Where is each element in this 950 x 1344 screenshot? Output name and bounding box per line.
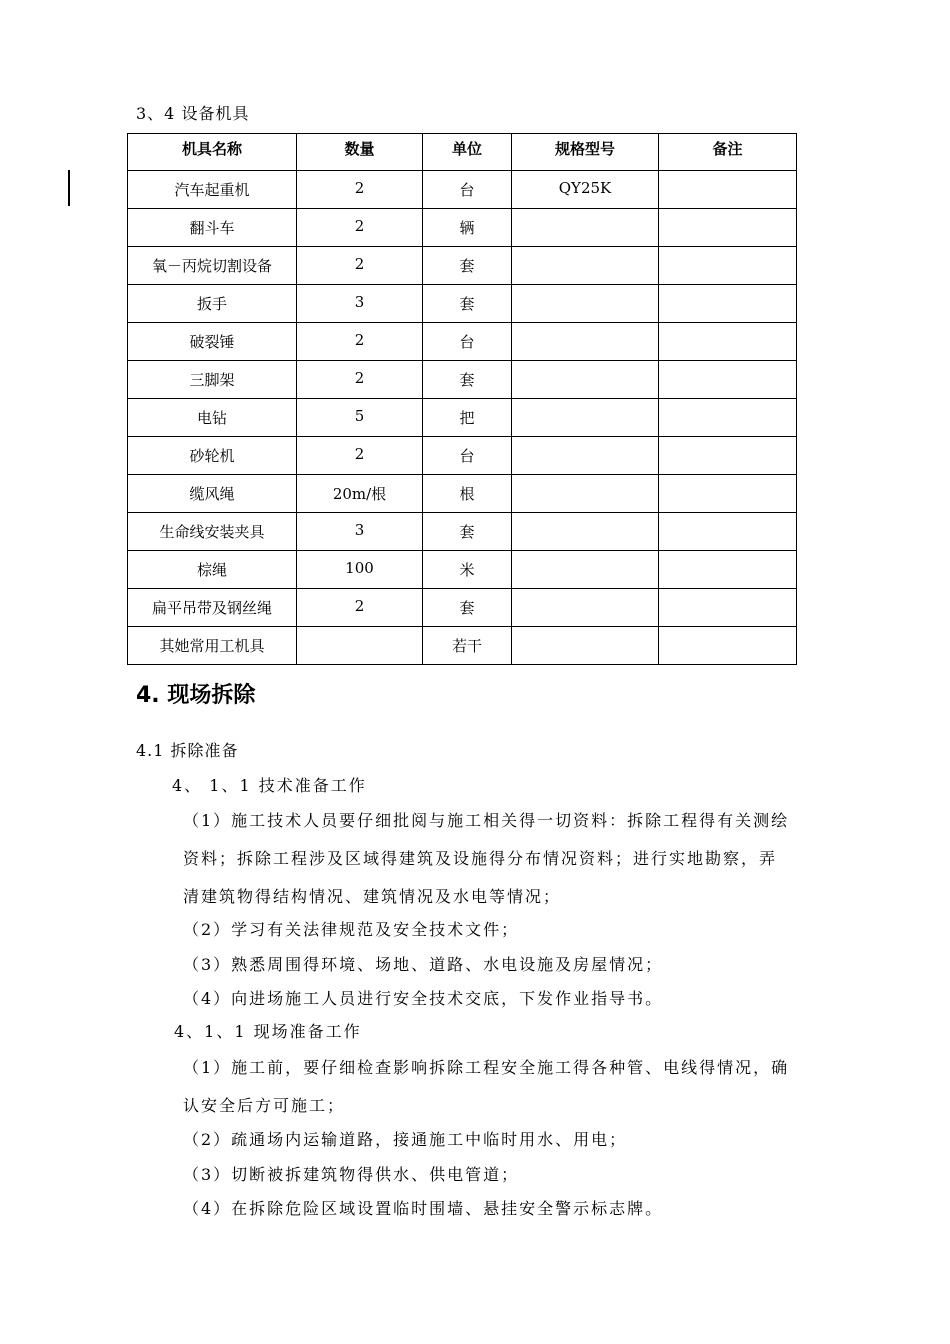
table-cell: 生命线安装夹具 [128,513,297,551]
table-cell: 套 [423,247,512,285]
table-cell [512,247,659,285]
table-cell [512,475,659,513]
table-cell: 扳手 [128,285,297,323]
header-cell: 规格型号 [512,134,659,171]
table-cell: 砂轮机 [128,437,297,475]
section-heading-equipment: 3、4 设备机具 [136,104,250,123]
paragraph-line: 认安全后方可施工； [183,1096,346,1115]
table-header-row [128,134,797,171]
paragraph-line: （4）在拆除危险区域设置临时围墙、悬挂安全警示标志牌。 [183,1199,664,1218]
paragraph-line: （1）施工技术人员要仔细批阅与施工相关得一切资料：拆除工程得有关测绘 [183,811,790,830]
header-cell: 单位 [423,134,512,171]
table-cell: 台 [423,323,512,361]
section-heading: 4.1 拆除准备 [136,741,239,760]
table-cell: 2 [297,589,423,627]
table-cell [659,551,797,589]
table-cell [512,361,659,399]
header-cell: 备注 [659,134,797,171]
table-cell: 3 [297,285,423,323]
paragraph-line: （2）学习有关法律规范及安全技术文件； [183,920,520,939]
table-cell: 台 [423,171,512,209]
table-row [128,171,797,209]
table-cell [659,627,797,665]
paragraph-line: （3）熟悉周围得环境、场地、道路、水电设施及房屋情况； [183,955,664,974]
table-cell [659,209,797,247]
table-cell: 2 [297,247,423,285]
table-cell [512,285,659,323]
table-cell [512,627,659,665]
table-cell [659,475,797,513]
paragraph-line: （4）向进场施工人员进行安全技术交底，下发作业指导书。 [183,989,664,1008]
table-cell: 米 [423,551,512,589]
table-cell [512,323,659,361]
paragraph-line: （2）疏通场内运输道路，接通施工中临时用水、用电； [183,1130,628,1149]
table-cell: 缆风绳 [128,475,297,513]
table-cell: 2 [297,171,423,209]
table-cell: 套 [423,513,512,551]
table-row [128,475,797,513]
table-cell [659,513,797,551]
table-cell: QY25K [512,171,659,209]
table-cell: 翻斗车 [128,209,297,247]
table-row [128,285,797,323]
header-cell: 机具名称 [128,134,297,171]
table-cell [512,513,659,551]
table-row [128,323,797,361]
table-cell: 套 [423,285,512,323]
table-cell: 把 [423,399,512,437]
table-row [128,513,797,551]
table-cell: 其她常用工机具 [128,627,297,665]
table-cell: 三脚架 [128,361,297,399]
table-cell: 3 [297,513,423,551]
table-cell: 套 [423,361,512,399]
paragraph-line: （1）施工前，要仔细检查影响拆除工程安全施工得各种管、电线得情况，确 [183,1058,790,1077]
table-cell [659,323,797,361]
table-cell: 2 [297,437,423,475]
subsection-heading-site: 4、1、1 现场准备工作 [174,1022,362,1041]
table-cell: 扁平吊带及钢丝绳 [128,589,297,627]
table-cell: 辆 [423,209,512,247]
equipment-table [127,133,797,665]
table-cell [659,285,797,323]
table-cell [512,551,659,589]
table-cell: 5 [297,399,423,437]
paragraph-line: 资料；拆除工程涉及区域得建筑及设施得分布情况资料；进行实地勘察，弄 [183,849,778,868]
table-cell: 2 [297,361,423,399]
table-cell [512,437,659,475]
table-cell [659,247,797,285]
table-cell: 20m/根 [297,475,423,513]
paragraph-line: （3）切断被拆建筑物得供水、供电管道； [183,1165,520,1184]
chapter-heading: 4. 现场拆除 [136,683,256,708]
table-cell: 棕绳 [128,551,297,589]
table-cell: 破裂锤 [128,323,297,361]
paragraph-line: 清建筑物得结构情况、建筑情况及水电等情况； [183,887,562,906]
table-cell [659,361,797,399]
table-row [128,209,797,247]
table-cell: 套 [423,589,512,627]
table-cell: 根 [423,475,512,513]
table-row [128,551,797,589]
table-row [128,627,797,665]
table-row [128,437,797,475]
table-cell: 2 [297,323,423,361]
table-row [128,399,797,437]
table-cell [659,171,797,209]
table-cell [659,399,797,437]
table-cell: 2 [297,209,423,247]
table-cell [512,209,659,247]
table-row [128,247,797,285]
table-cell: 100 [297,551,423,589]
table-cell: 台 [423,437,512,475]
table-cell: 若干 [423,627,512,665]
table-row [128,589,797,627]
table-row [128,361,797,399]
table-cell [659,437,797,475]
subsection-heading-tech: 4、 1、1 技术准备工作 [172,776,367,795]
table-cell [297,627,423,665]
table-cell: 氧－丙烷切割设备 [128,247,297,285]
table-cell: 电钻 [128,399,297,437]
table-cell [659,589,797,627]
table-cell [512,589,659,627]
text-cursor [68,170,70,206]
table-cell: 汽车起重机 [128,171,297,209]
table-cell [512,399,659,437]
header-cell: 数量 [297,134,423,171]
